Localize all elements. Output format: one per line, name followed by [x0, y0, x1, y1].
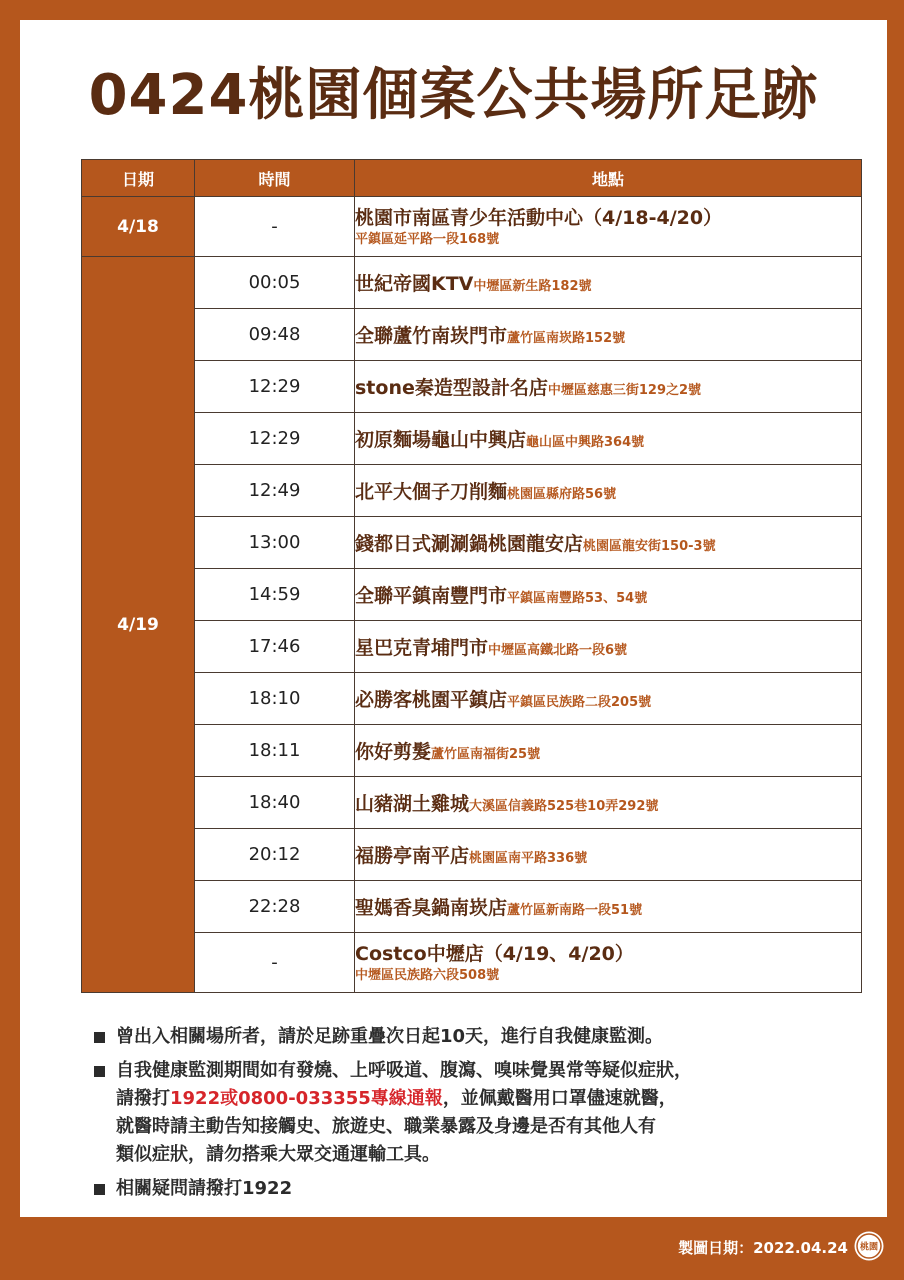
table-row — [82, 257, 862, 309]
hotline-highlight: 1922或0800-033355專線通報 — [170, 1088, 443, 1109]
time-cell: 20:12 — [195, 829, 355, 881]
note-text-segment: 請撥打 — [116, 1088, 170, 1109]
place-name: stone秦造型設計名店 — [355, 377, 548, 399]
time-cell: 12:29 — [195, 413, 355, 465]
place-cell — [355, 361, 862, 413]
place-address: 平鎮區南豐路53、54號 — [507, 591, 648, 606]
place-address: 中壢區高鐵北路一段6號 — [488, 643, 628, 658]
date-cell: 4/19 — [82, 257, 195, 993]
place-address: 蘆竹區南崁路152號 — [507, 331, 626, 346]
place-address: 龜山區中興路364號 — [526, 435, 645, 450]
note-text-line — [116, 1085, 874, 1113]
place-cell — [355, 933, 862, 993]
place-name: 福勝亭南平店 — [355, 845, 470, 867]
time-cell: 18:10 — [195, 673, 355, 725]
time-cell: 09:48 — [195, 309, 355, 361]
notes-section — [94, 1023, 874, 1209]
footprint-table — [81, 159, 862, 993]
header-place: 地點 — [355, 160, 862, 197]
time-cell: 18:40 — [195, 777, 355, 829]
place-cell — [355, 881, 862, 933]
table-row — [82, 465, 862, 517]
place-address: 大溪區信義路525巷10弄292號 — [469, 799, 659, 814]
place-cell — [355, 673, 862, 725]
place-cell — [355, 309, 862, 361]
place-cell — [355, 725, 862, 777]
place-name: Costco中壢店（4/19、4/20） — [355, 942, 634, 965]
place-name: 你好剪髮 — [355, 741, 432, 763]
note-text: 曾出入相關場所者，請於足跡重疊次日起10天，進行自我健康監測。 — [116, 1026, 664, 1047]
place-address: 蘆竹區南福街25號 — [431, 747, 541, 762]
time-cell: - — [195, 197, 355, 257]
place-name: 聖媽香臭鍋南崁店 — [355, 897, 508, 919]
place-address: 中壢區新生路182號 — [473, 279, 592, 294]
table-row — [82, 621, 862, 673]
time-cell: 00:05 — [195, 257, 355, 309]
time-cell: 14:59 — [195, 569, 355, 621]
table-row — [82, 309, 862, 361]
place-cell — [355, 257, 862, 309]
time-cell: - — [195, 933, 355, 993]
place-cell — [355, 517, 862, 569]
place-cell — [355, 829, 862, 881]
table-row — [82, 725, 862, 777]
poster-card — [20, 20, 887, 1217]
note-text: 相關疑問請撥打1922 — [116, 1178, 293, 1199]
place-cell — [355, 777, 862, 829]
production-date: 製圖日期：2022.04.24 — [678, 1239, 848, 1257]
table-row — [82, 673, 862, 725]
table-row — [82, 777, 862, 829]
place-address: 中壢區民族路六段508號 — [355, 967, 500, 983]
time-cell: 13:00 — [195, 517, 355, 569]
table-row — [82, 413, 862, 465]
place-cell — [355, 465, 862, 517]
note-text-line: 類似症狀，請勿搭乘大眾交通運輸工具。 — [116, 1144, 440, 1165]
place-name: 全聯蘆竹南崁門市 — [355, 325, 508, 347]
place-name: 星巴克青埔門市 — [355, 637, 489, 659]
table-row — [82, 517, 862, 569]
place-name: 必勝客桃園平鎮店 — [355, 689, 508, 711]
bullet-square-icon — [94, 1032, 105, 1043]
place-name: 錢都日式涮涮鍋桃園龍安店 — [355, 533, 584, 555]
place-name: 山豬湖土雞城 — [355, 793, 470, 815]
note-item — [94, 1023, 874, 1051]
header-date: 日期 — [82, 160, 195, 197]
header-time: 時間 — [195, 160, 355, 197]
seal-text: 桃園 — [859, 1242, 879, 1253]
place-address: 中壢區慈惠三街129之2號 — [547, 383, 702, 398]
note-text-line: 就醫時請主動告知接觸史、旅遊史、職業暴露及身邊是否有其他人有 — [116, 1116, 656, 1137]
note-item — [94, 1175, 874, 1203]
table-row — [82, 933, 862, 993]
place-address: 桃園區龍安街150-3號 — [583, 539, 716, 554]
place-name: 世紀帝國KTV — [355, 273, 474, 295]
note-text-segment: ，並佩戴醫用口罩儘速就醫， — [442, 1088, 677, 1109]
place-address: 桃園區縣府路56號 — [507, 487, 617, 502]
place-cell — [355, 197, 862, 257]
place-name: 北平大個子刀削麵 — [355, 481, 508, 503]
bullet-square-icon — [94, 1184, 105, 1195]
date-cell: 4/18 — [82, 197, 195, 257]
place-cell — [355, 413, 862, 465]
table-header-row — [82, 160, 862, 197]
bullet-square-icon — [94, 1066, 105, 1077]
time-cell: 12:29 — [195, 361, 355, 413]
page-title: 0424桃園個案公共場所足跡 — [88, 63, 819, 128]
time-cell: 18:11 — [195, 725, 355, 777]
place-name: 桃園市南區青少年活動中心（4/18-4/20） — [355, 206, 723, 229]
place-address: 平鎮區延平路一段168號 — [355, 231, 500, 247]
place-cell — [355, 569, 862, 621]
table-row — [82, 829, 862, 881]
place-cell — [355, 621, 862, 673]
table-row — [82, 361, 862, 413]
place-address: 蘆竹區新南路一段51號 — [507, 903, 643, 918]
table-row — [82, 881, 862, 933]
place-name: 全聯平鎮南豐門市 — [355, 585, 508, 607]
time-cell: 22:28 — [195, 881, 355, 933]
place-name: 初原麵場龜山中興店 — [355, 429, 527, 451]
time-cell: 17:46 — [195, 621, 355, 673]
note-item — [94, 1057, 874, 1169]
note-text-line: 自我健康監測期間如有發燒、上呼吸道、腹瀉、嗅味覺異常等疑似症狀， — [116, 1060, 692, 1081]
table-row — [82, 197, 862, 257]
taoyuan-seal-icon — [853, 1230, 885, 1262]
table-row — [82, 569, 862, 621]
place-address: 桃園區南平路336號 — [469, 851, 588, 866]
place-address: 平鎮區民族路二段205號 — [507, 695, 652, 710]
time-cell: 12:49 — [195, 465, 355, 517]
